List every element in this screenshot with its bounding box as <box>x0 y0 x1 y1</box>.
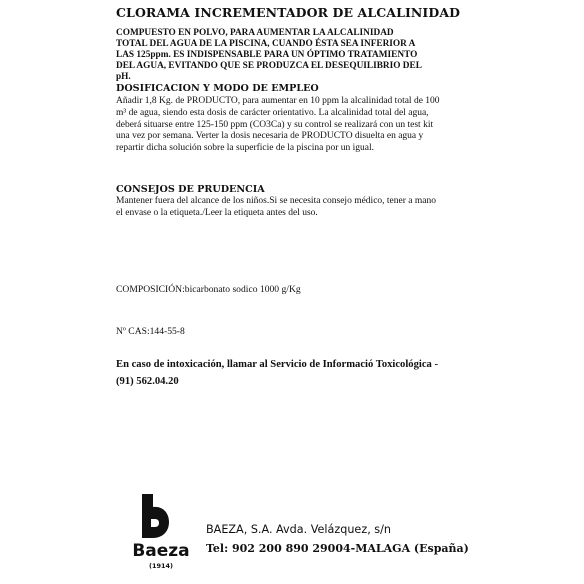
product-title: CLORAMA INCREMENTADOR DE ALCALINIDAD <box>116 5 461 20</box>
company-contact <box>206 520 469 558</box>
company-address: BAEZA, S.A. Avda. Velázquez, s/n <box>206 523 391 536</box>
product-description: COMPUESTO EN POLVO, PARA AUMENTAR LA ALCALINIDAD TOTAL DEL AGUA DE LA PISCINA, CUANDO ÉSTA SEA INFERIOR A LAS 125ppm. ES INDISPENSABLE PARA UN ÓPTIMO TRATAMIENTO DEL AGUA, EVITANDO QUE SE PRODUZCA EL DESEQUILIBRIO DEL pH. <box>116 28 422 82</box>
company-phone: Tel: 902 200 890 29004-MALAGA (España) <box>206 542 469 555</box>
composition: COMPOSICIÓN:bicarbonato sodico 1000 g/Kg <box>116 284 301 295</box>
toxicology-notice: En caso de intoxicación, llamar al Servicio de Informació Toxicológica - (91) 562.04.20 <box>116 359 439 387</box>
baeza-b-mark-icon <box>140 494 170 538</box>
dosage-text: Añadir 1,8 Kg. de PRODUCTO, para aumentar en 10 ppm la alcalinidad total de 100 m³ de agua, siendo esta dosis de carácter orientativo. La alcalinidad total del agua, deberá situarse entre 125-150 ppm (CO3Ca) y su control se realizará con un test kit una vez por semana. Verter la dosis necesaria de PRODUCTO disuelta en agua y repartir dicha solución sobre la superficie de la piscina por un igual. <box>116 96 440 154</box>
baeza-logo <box>126 494 196 578</box>
cas-number: Nº CAS:144-55-8 <box>116 326 185 337</box>
safety-heading: CONSEJOS DE PRUDENCIA <box>116 184 265 195</box>
logo-wordmark: Baeza <box>132 541 190 561</box>
dosage-heading: DOSIFICACION Y MODO DE EMPLEO <box>116 83 319 94</box>
safety-text: Mantener fuera del alcance de los niños.Si se necesita consejo médico, tener a mano el envase o la etiqueta./Leer la etiqueta antes del uso. <box>116 196 436 218</box>
logo-year: (1914) <box>148 562 174 570</box>
